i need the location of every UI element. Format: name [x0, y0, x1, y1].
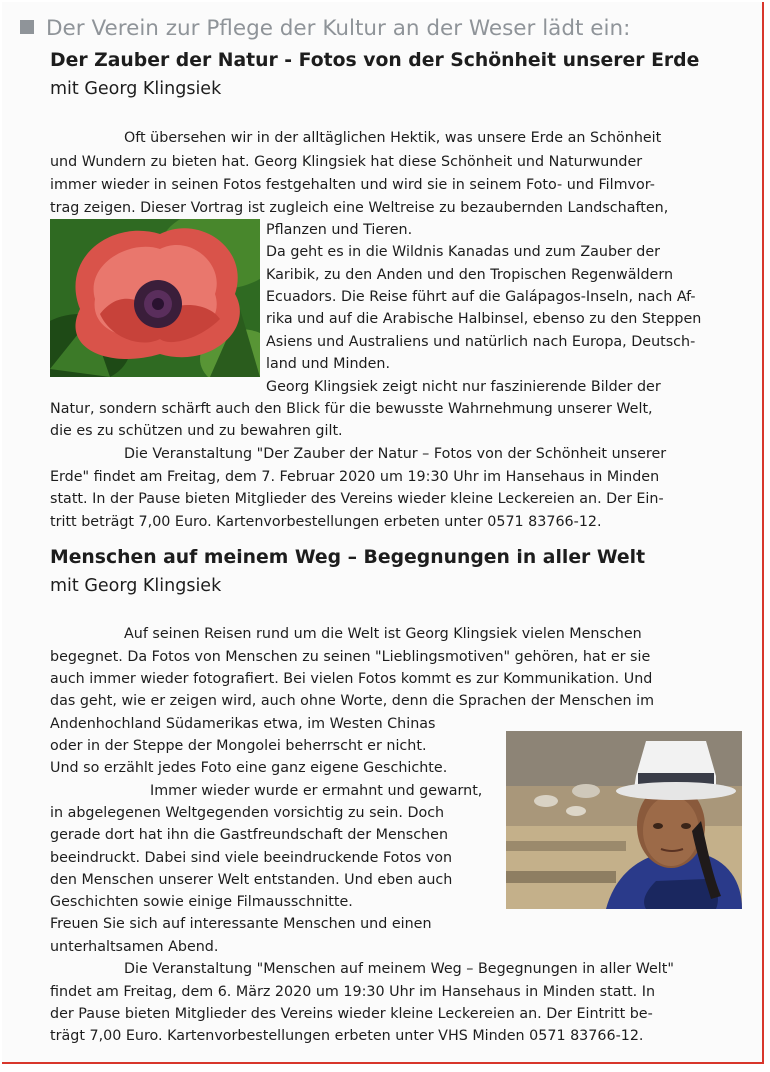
article1-line: die es zu schützen und zu bewahren gilt. — [50, 423, 343, 439]
article1-line: tritt beträgt 7,00 Euro. Kartenvorbestellungen erbeten unter 0571 83766-12. — [50, 514, 602, 530]
article1-line: und Wundern zu bieten hat. Georg Klingsiek hat diese Schönheit und Naturwunder — [50, 154, 643, 170]
article1-title: Der Zauber der Natur - Fotos von der Schönheit unserer Erde — [50, 50, 700, 71]
poppy-flower-photo — [50, 219, 260, 377]
article1-line: Erde" findet am Freitag, dem 7. Februar 2020 um 19:30 Uhr im Hansehaus in Minden — [50, 469, 660, 485]
article2-line: gerade dort hat ihn die Gastfreundschaft der Menschen — [50, 827, 449, 843]
article2-line: Die Veranstaltung "Menschen auf meinem Weg – Begegnungen in aller Welt" — [124, 961, 674, 977]
article1-line: Die Veranstaltung "Der Zauber der Natur – Fotos von der Schönheit unserer — [124, 446, 667, 462]
kicker-text: Der Verein zur Pflege der Kultur an der Weser lädt ein: — [46, 16, 631, 41]
article1-subtitle: mit Georg Klingsiek — [50, 79, 222, 99]
article1-line: Ecuadors. Die Reise führt auf die Galápagos-Inseln, nach Af- — [266, 289, 696, 305]
flyer-page — [2, 2, 764, 1064]
article2-line: auch immer wieder fotografiert. Bei vielen Fotos kommt es zur Kommunikation. Und — [50, 671, 653, 687]
article2-line: den Menschen unserer Welt entstanden. Und eben auch — [50, 872, 453, 888]
article1-line: Da geht es in die Wildnis Kanadas und zum Zauber der — [266, 244, 660, 260]
square-bullet-icon — [20, 20, 34, 34]
article2-line: Freuen Sie sich auf interessante Menschen und einen — [50, 916, 432, 932]
article2-title: Menschen auf meinem Weg – Begegnungen in aller Welt — [50, 547, 646, 568]
article1-line: Asiens und Australiens und natürlich nach Europa, Deutsch- — [266, 334, 696, 350]
article1-line: trag zeigen. Dieser Vortrag ist zugleich eine Weltreise zu bezaubernden Landschaften, — [50, 200, 669, 216]
article2-line: Und so erzählt jedes Foto eine ganz eigene Geschichte. — [50, 760, 448, 776]
article1-line: Karibik, zu den Anden und den Tropischen Regenwäldern — [266, 267, 674, 283]
article2-subtitle: mit Georg Klingsiek — [50, 576, 222, 596]
article1-line: Natur, sondern schärft auch den Blick für die bewusste Wahrnehmung unserer Welt, — [50, 401, 653, 417]
header-kicker — [20, 16, 630, 41]
article2-line: Immer wieder wurde er ermahnt und gewarnt, — [150, 783, 483, 799]
article1-line: immer wieder in seinen Fotos festgehalten und wird sie in seinem Foto- und Filmvor- — [50, 177, 655, 193]
article2-line: trägt 7,00 Euro. Kartenvorbestellungen erbeten unter VHS Minden 0571 83766-12. — [50, 1028, 644, 1044]
article2-line: findet am Freitag, dem 6. März 2020 um 19:30 Uhr im Hansehaus in Minden statt. In — [50, 984, 656, 1000]
article2-line: unterhaltsamen Abend. — [50, 939, 219, 955]
article2-line: Auf seinen Reisen rund um die Welt ist Georg Klingsiek vielen Menschen — [124, 626, 642, 642]
article1-line: Georg Klingsiek zeigt nicht nur faszinierende Bilder der — [266, 379, 661, 395]
article2-line: in abgelegenen Weltgegenden vorsichtig zu sein. Doch — [50, 805, 445, 821]
article1-line: rika und auf die Arabische Halbinsel, ebenso zu den Steppen — [266, 311, 702, 327]
article1-line: land und Minden. — [266, 356, 391, 372]
article2-line: Geschichten sowie einige Filmausschnitte. — [50, 894, 353, 910]
article2-line: oder in der Steppe der Mongolei beherrscht er nicht. — [50, 738, 427, 754]
article2-line: das geht, wie er zeigen wird, auch ohne Worte, denn die Sprachen der Menschen im — [50, 693, 654, 709]
article2-line: der Pause bieten Mitglieder des Vereins wieder kleine Leckereien an. Der Eintritt be- — [50, 1006, 653, 1022]
article2-line: Andenhochland Südamerikas etwa, im Westen Chinas — [50, 716, 436, 732]
portrait-woman-hat-photo — [506, 731, 742, 909]
article1-line: Pflanzen und Tieren. — [266, 222, 413, 238]
article2-line: beeindruckt. Dabei sind viele beeindruckende Fotos von — [50, 850, 453, 866]
article2-line: begegnet. Da Fotos von Menschen zu seinen "Lieblingsmotiven" gehören, hat er sie — [50, 649, 651, 665]
article1-line: statt. In der Pause bieten Mitglieder des Vereins wieder kleine Leckereien an. Der Ein- — [50, 491, 664, 507]
article1-line: Oft übersehen wir in der alltäglichen Hektik, was unsere Erde an Schönheit — [124, 130, 662, 146]
